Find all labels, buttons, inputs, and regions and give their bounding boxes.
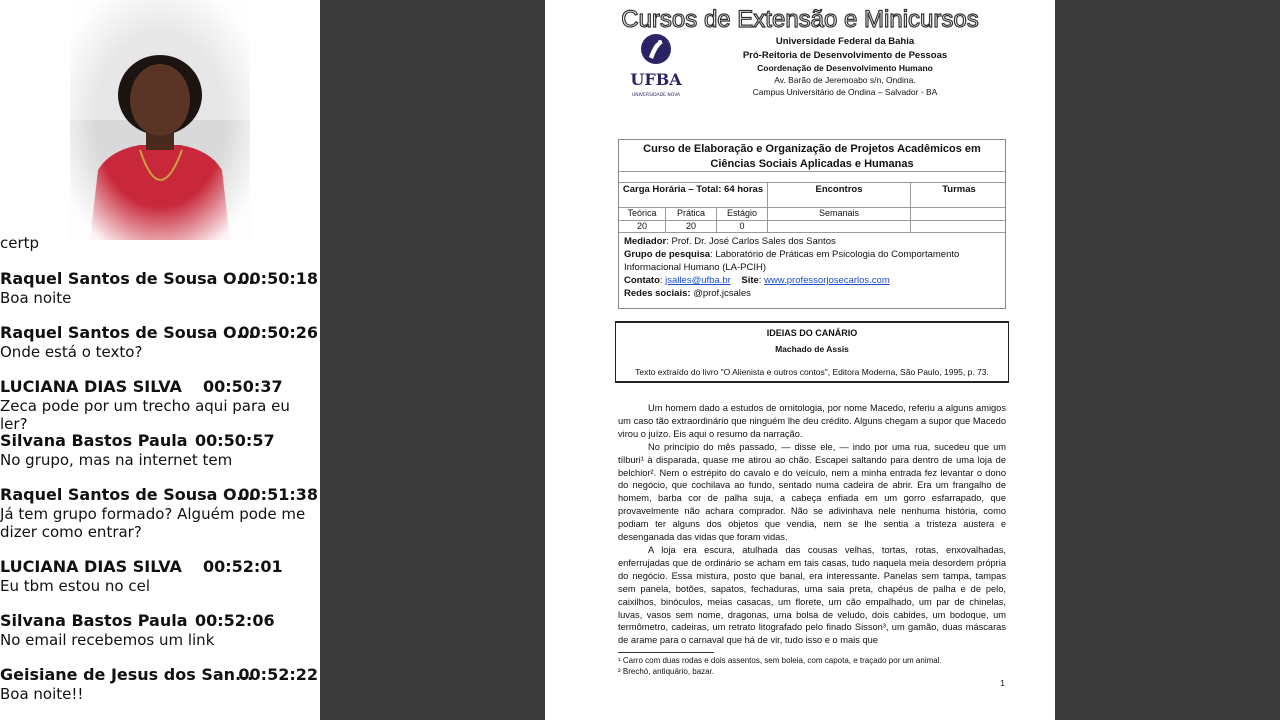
course-values-row	[619, 221, 1005, 233]
chat-panel	[0, 0, 320, 720]
val-estagio: 0	[717, 221, 768, 232]
chat-message	[0, 486, 320, 541]
chat-text: Eu tbm estou no cel	[0, 577, 151, 595]
course-title-line2: Ciências Sociais Aplicadas e Humanas	[710, 158, 914, 170]
course-subheader-row	[619, 208, 1005, 221]
chat-message	[0, 432, 320, 469]
chat-sender: Silvana Bastos Paula	[0, 431, 188, 450]
chat-text: Boa noite!!	[0, 685, 84, 703]
chat-sender: LUCIANA DIAS SILVA	[0, 557, 182, 576]
page-number: 1	[1000, 678, 1005, 688]
paragraph: A loja era escura, atulhada das cousas velhas, tortas, rotas, enxovalhadas, enferrujadas que de ordinário se acham em tais casas, tudo naquela meia desordem própria do negócio. Essa mistura, posto que banal, era interessante. Panelas sem tampa, tampas sem panela, botões, sapatos, fechaduras, uma saia preta, chapéus de palha e de pelo, caixilhos, binóculos, meias casacas, um florete, um cão empalhado, um par de chinelas, luvas, vasos sem nome, dragonas, uma bolsa de veludo, dois cabides, um bodoque, um termômetro, cadeiras, um retrato litografado pelo finado Sisson³, um gamão, duas máscaras de arame para o carnaval que há de vir, tudo isso e o mais que	[618, 544, 1006, 646]
footnote-1: ¹ Carro com duas rodas e dois assentos, sem boleia, com capota, e traçado por um animal.	[618, 656, 942, 665]
paragraph: No princípio do mês passado, — disse ele, — indo por uma rua, sucedeu que um tílburi¹ à disparada, quase me atirou ao chão. Escapei saltando para dentro de uma loja de belchior². Nem o estrépito do cavalo e do veículo, nem a minha entrada fez levantar o dono do negócio, que cochilava ao fundo, sentado numa cadeira de abrir. Era um frangalho de homem, barba cor de palha suja, a cabeça enfiada em um gorro esfarrapado, que provavelmente não achara comprador. Não se adivinhava nele nenhuma história, como podiam ter alguns dos objetos que vendia, nem se lhe sentia a tristeza austera e desenganada das vidas que foram vidas.	[618, 441, 1006, 543]
document-page	[545, 0, 1055, 720]
course-title	[619, 140, 1005, 172]
chat-message	[0, 270, 320, 307]
ufba-logo	[627, 33, 685, 103]
chat-text: No grupo, mas na internet tem	[0, 451, 233, 469]
sub-pratica: Prática	[666, 208, 717, 220]
sub-semanais: Semanais	[768, 208, 911, 220]
footnote-2: ² Brechó, antiquário, bazar.	[618, 667, 715, 676]
mediador-line: Mediador: Prof. Dr. José Carlos Sales dos Santos	[624, 236, 836, 247]
course-title-line1: Curso de Elaboração e Organização de Projetos Acadêmicos em	[643, 143, 981, 155]
chat-message	[0, 324, 320, 361]
chat-timestamp: 00:50:57	[195, 431, 275, 450]
course-spacer-row	[619, 172, 1005, 183]
val-turmas-empty	[911, 221, 1007, 232]
grupo-line: Grupo de pesquisa: Laboratório de Práticas em Psicologia do Comportamento	[624, 249, 960, 260]
header-encontros: Encontros	[768, 183, 911, 207]
val-pratica: 20	[666, 221, 717, 232]
header-carga: Carga Horária – Total: 64 horas	[619, 183, 768, 207]
sub-estagio: Estágio	[717, 208, 768, 220]
chat-message	[0, 666, 320, 703]
logo-text: UFBA	[630, 70, 682, 89]
chat-timestamp: 00:50:26	[238, 323, 318, 342]
logo-subtext: UNIVERSIDADE NOVA	[631, 93, 681, 98]
document-body	[618, 402, 1006, 647]
site-link[interactable]: www.professorjosecarlos.com	[764, 275, 890, 286]
chat-timestamp: 00:50:18	[238, 269, 318, 288]
institution-coord: Coordenação de Desenvolvimento Humano	[757, 63, 933, 73]
paragraph: Um homem dado a estudos de ornitologia, por nome Macedo, referiu a alguns amigos um caso tão extraordinário que ninguém lhe deu crédito. Alguns chegam a supor que Macedo virou o juízo. Eis aqui o resumo da narração.	[618, 403, 1006, 439]
text-source: Texto extraído do livro "O Alienista e outros contos", Editora Moderna, São Paulo, 1995, p. 73.	[635, 367, 989, 377]
text-header-box	[615, 321, 1009, 383]
chat-message	[0, 558, 320, 595]
chat-message	[0, 378, 320, 433]
chat-sender: Raquel Santos de Sousa O...	[0, 269, 255, 288]
chat-text: Zeca pode por um trecho aqui para eu ler?	[0, 397, 290, 433]
institution-dept: Pró-Reitoria de Desenvolvimento de Pessoas	[742, 50, 948, 61]
val-teorica: 20	[619, 221, 666, 232]
chat-sender: LUCIANA DIAS SILVA	[0, 377, 182, 396]
chat-text: Onde está o texto?	[0, 343, 143, 361]
sub-teorica: Teórica	[619, 208, 666, 220]
institution-address: Av. Barão de Jeremoabo s/n, Ondina.	[774, 75, 916, 85]
chat-sender: Raquel Santos de Sousa O...	[0, 323, 255, 342]
chat-message-fragment: certp	[0, 234, 40, 252]
sub-turmas-empty	[911, 208, 1007, 220]
header-turmas: Turmas	[942, 184, 976, 195]
chat-text: Já tem grupo formado? Alguém pode me dizer como entrar?	[0, 505, 306, 541]
chat-timestamp: 00:52:06	[195, 611, 275, 630]
text-author: Machado de Assis	[775, 344, 849, 354]
chat-text: Boa noite	[0, 289, 72, 307]
course-info-box	[618, 139, 1006, 309]
chat-sender: Geisiane de Jesus dos San...	[0, 665, 254, 684]
email-link[interactable]: jsalles@ufba.br	[665, 275, 731, 286]
grupo-line2: Informacional Humano (LA-PCIH)	[624, 262, 767, 273]
val-semanais-empty	[768, 221, 911, 232]
course-header-row	[619, 183, 1005, 208]
chat-timestamp: 00:52:01	[203, 557, 283, 576]
chat-message	[0, 612, 320, 649]
footnote-divider	[618, 652, 714, 653]
webcam-video	[70, 0, 250, 240]
chat-timestamp: 00:52:22	[238, 665, 318, 684]
document-banner-title: Cursos de Extensão e Minicursos	[621, 6, 979, 33]
text-title: IDEIAS DO CANÁRIO	[766, 328, 858, 338]
chat-timestamp: 00:50:37	[203, 377, 283, 396]
chat-text: No email recebemos um link	[0, 631, 215, 649]
chat-timestamp: 00:51:38	[238, 485, 318, 504]
redes-line: Redes sociais: @prof.jcsales	[624, 288, 751, 299]
institution-campus: Campus Universitário de Ondina – Salvador - BA	[752, 87, 938, 97]
contato-line: Contato: jsalles@ufba.br Site: www.professorjosecarlos.com	[624, 275, 890, 286]
institution-name: Universidade Federal da Bahia	[775, 36, 915, 47]
chat-sender: Silvana Bastos Paula	[0, 611, 188, 630]
chat-sender: Raquel Santos de Sousa O...	[0, 485, 255, 504]
